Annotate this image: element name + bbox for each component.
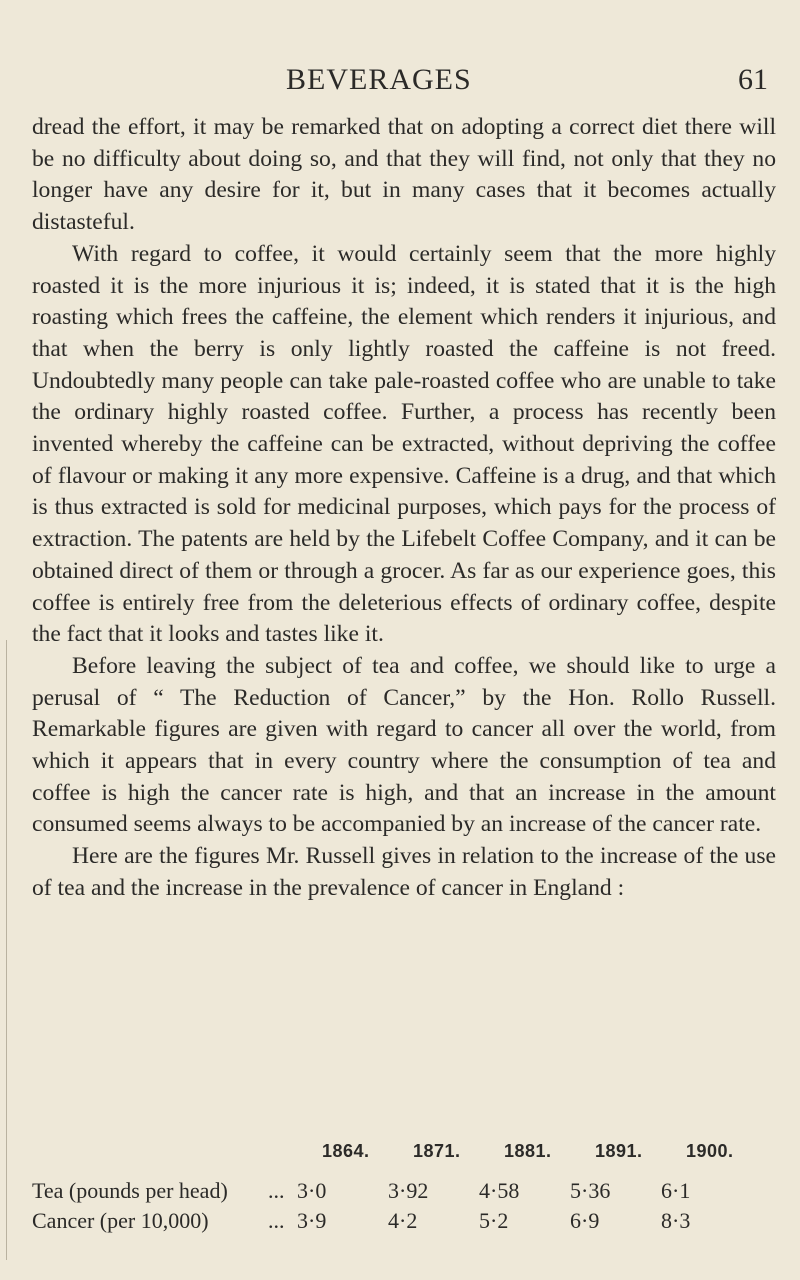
leader-dots: ... (268, 1178, 285, 1203)
table-cell: 3·0 (297, 1178, 327, 1203)
year-header: 1891. (595, 1141, 643, 1161)
year-header: 1881. (504, 1141, 552, 1161)
page-number: 61 (738, 63, 768, 96)
table-cell: 6·9 (570, 1208, 600, 1233)
paragraph-2: With regard to coffee, it would certainly seem that the more highly roasted it is the more injurious it is; indeed, it is stated that it is the high roasting which frees the caffeine, the element which renders it injurious, and that when the berry is only lightly roasted the caffeine is not freed. Undoubtedly many people can take pale-roasted coffee who are unable to take the ordinary highly roasted coffee. Further, a process has recently been invented whereby the caffeine can be extracted, without depriving the coffee of flavour or making it any more expensive. Caffeine is a drug, and that which is thus extracted is sold for medicinal purposes, which pays for the process of extraction. The patents are held by the Lifebelt Coffee Company, and it can be obtained direct of them or through a grocer. As far as our experience goes, this coffee is entirely free from the deleterious effects of ordinary coffee, despite the fact that it looks and tastes like it. (32, 240, 776, 648)
chapter-title: BEVERAGES (286, 63, 472, 96)
year-header: 1864. (322, 1141, 370, 1161)
paragraph-4: Here are the figures Mr. Russell gives in relation to the increase of the use of tea and the increase in the prevalence of cancer in England : (32, 843, 776, 901)
table-cell: 8·3 (661, 1208, 691, 1233)
table-cell: 3·92 (388, 1178, 429, 1203)
row-values (297, 1176, 752, 1206)
row-label: Cancer (per 10,000) (32, 1208, 209, 1233)
table-cell: 5·36 (570, 1178, 611, 1203)
paragraph-3: Before leaving the subject of tea and coffee, we should like to urge a perusal of “ The Reduction of Cancer,” by the Hon. Rollo Russell. Remarkable figures are given with regard to cancer all over the world, from which it appears that in every country where the consumption of tea and coffee is high the cancer rate is high, and that an increase in the amount consumed seems always to be accompanied by an increase of the cancer rate. (32, 652, 776, 838)
running-head (0, 60, 800, 100)
page-edge-line (6, 640, 7, 1260)
table-cell: 3·9 (297, 1208, 327, 1233)
leader-dots: ... (268, 1208, 285, 1233)
year-header-row (322, 1136, 777, 1166)
year-header: 1900. (686, 1141, 734, 1161)
year-header: 1871. (413, 1141, 461, 1161)
table-cell: 4·58 (479, 1178, 520, 1203)
body-text (32, 112, 776, 905)
table-cell: 6·1 (661, 1178, 691, 1203)
row-values (297, 1206, 752, 1236)
table-cell: 4·2 (388, 1208, 418, 1233)
paragraph-1: dread the effort, it may be remarked that on adopting a correct diet there will be no difficulty about doing so, and that they will find, not only that they no longer have any desire for it, but in many cases that it becomes actually distasteful. (32, 114, 776, 236)
table-cell: 5·2 (479, 1208, 509, 1233)
row-label: Tea (pounds per head) (32, 1178, 228, 1203)
